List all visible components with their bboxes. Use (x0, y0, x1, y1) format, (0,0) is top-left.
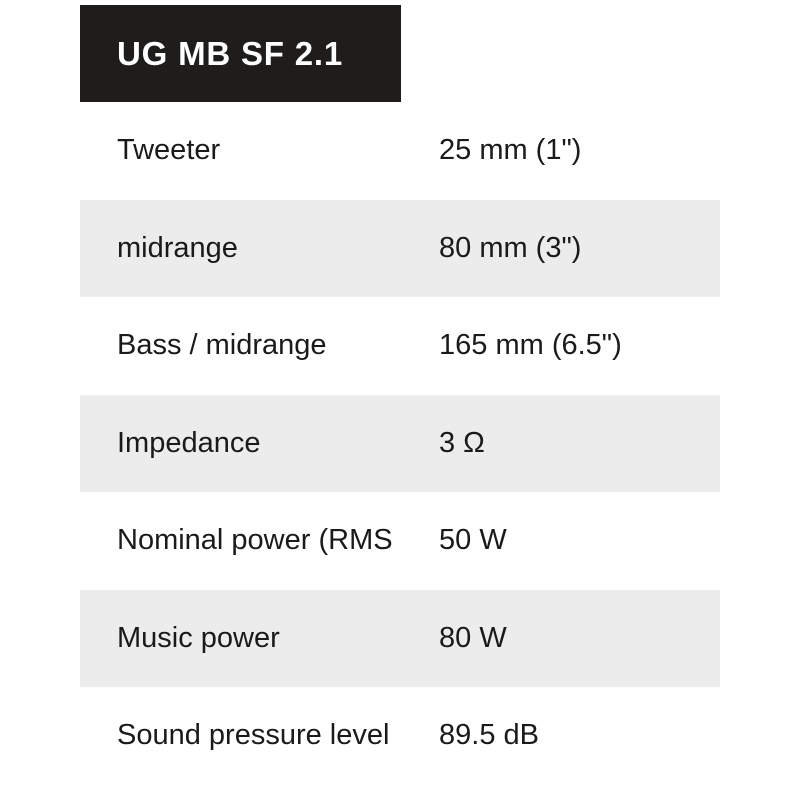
product-title: UG MB SF 2.1 (117, 34, 343, 72)
table-row (80, 395, 720, 493)
product-title-header (80, 5, 401, 102)
spec-label: Sound pressure level (117, 719, 390, 752)
spec-label: Impedance (117, 426, 261, 459)
spec-label: Bass / midrange (117, 329, 327, 362)
spec-value: 50 W (439, 524, 507, 557)
spec-value: 80 W (439, 621, 507, 654)
spec-value: 165 mm (6.5") (439, 329, 622, 362)
spec-label: Tweeter (117, 134, 221, 167)
table-row (80, 590, 720, 688)
spec-value: 89.5 dB (439, 719, 539, 752)
spec-label: Nominal power (RMS (117, 524, 393, 557)
spec-value: 3 Ω (439, 426, 485, 459)
table-row (80, 687, 720, 785)
spec-label: midrange (117, 231, 238, 264)
spec-table (80, 102, 720, 785)
table-row (80, 297, 720, 395)
table-row (80, 492, 720, 590)
table-row (80, 102, 720, 200)
table-row (80, 200, 720, 298)
spec-value: 80 mm (3") (439, 231, 582, 264)
spec-value: 25 mm (1") (439, 134, 582, 167)
spec-label: Music power (117, 621, 280, 654)
